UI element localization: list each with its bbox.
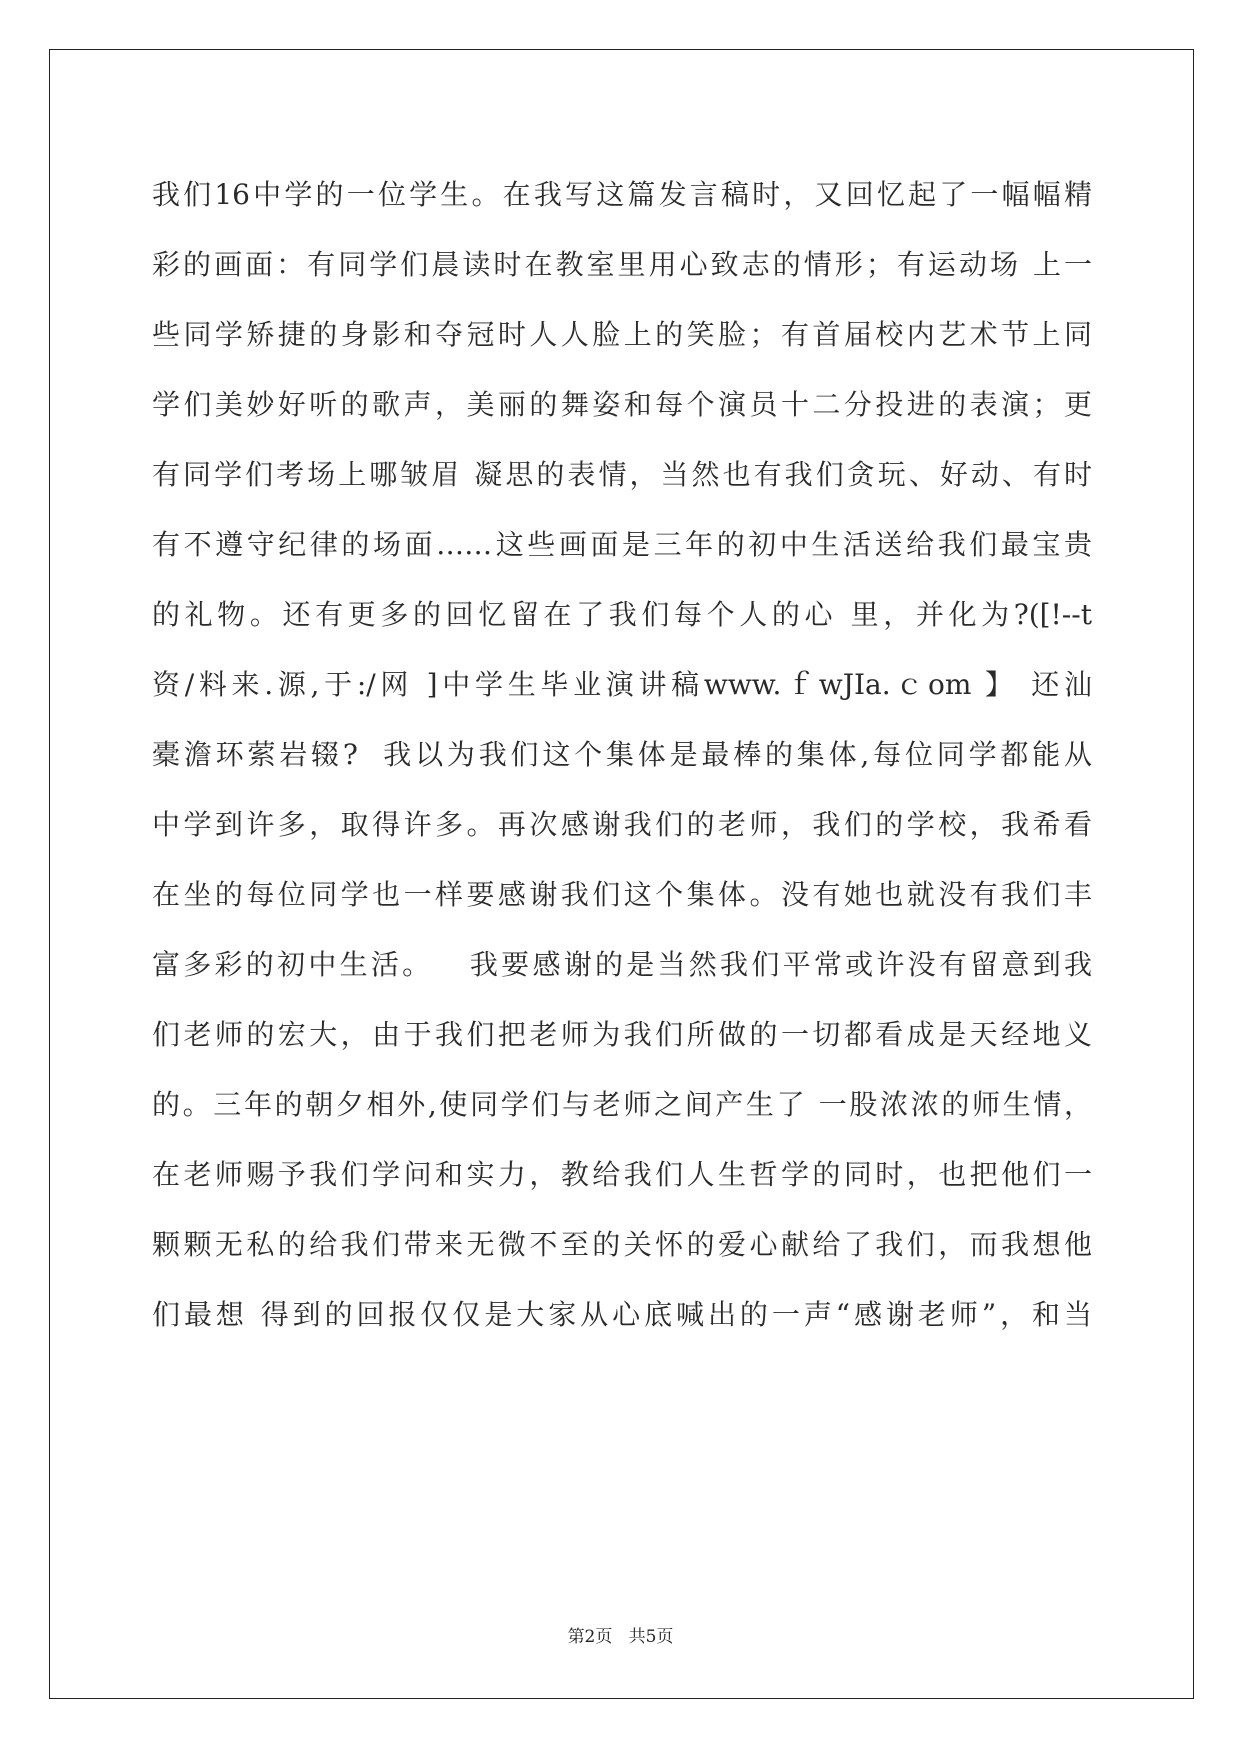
text-line-10: 中学到许多，取得许多。再次感谢我们的老师，我们的学校，我希看 — [152, 808, 1092, 841]
text-line-8: 资/料来.源,于:/网 ]中学生毕业演讲稿www.ｆwJIa.ｃom 】 还汕 — [152, 668, 1092, 701]
text-line-2: 彩的画面：有同学们晨读时在教室里用心致志的情形；有运动场 上一 — [152, 248, 1092, 281]
text-line-7: 的礼物。还有更多的回忆留在了我们每个人的心 里，并化为?([!--t — [152, 598, 1092, 631]
text-line-4: 学们美妙好听的歌声，美丽的舞姿和每个演员十二分投进的表演；更 — [152, 388, 1092, 421]
text-line-6: 有不遵守纪律的场面……这些画面是三年的初中生活送给我们最宝贵 — [152, 528, 1092, 561]
document-body — [152, 160, 1092, 1350]
text-line-5: 有同学们考场上哪皱眉 凝思的表情，当然也有我们贪玩、好动、有时 — [152, 458, 1092, 491]
text-line-9: 橐澹环萦岩辍? 我以为我们这个集体是最棒的集体,每位同学都能从 — [152, 738, 1092, 771]
text-line-12: 富多彩的初中生活。 我要感谢的是当然我们平常或许没有留意到我 — [152, 948, 1092, 981]
text-line-1: 我们16中学的一位学生。在我写这篇发言稿时，又回忆起了一幅幅精 — [152, 178, 1092, 211]
text-line-16: 颗颗无私的给我们带来无微不至的关怀的爱心献给了我们，而我想他 — [152, 1228, 1092, 1261]
page-footer — [0, 1622, 1241, 1647]
text-line-13: 们老师的宏大，由于我们把老师为我们所做的一切都看成是天经地义 — [152, 1018, 1092, 1051]
text-line-14: 的。三年的朝夕相外,使同学们与老师之间产生了 一股浓浓的师生情， — [152, 1088, 1092, 1121]
page-number: 第2页 — [567, 1627, 613, 1647]
text-line-3: 些同学矫捷的身影和夺冠时人人脸上的笑脸；有首届校内艺术节上同 — [152, 318, 1092, 351]
page-total: 共5页 — [628, 1627, 674, 1647]
text-line-17: 们最想 得到的回报仅仅是大家从心底喊出的一声“感谢老师”，和当 — [152, 1298, 1092, 1331]
text-line-15: 在老师赐予我们学问和实力，教给我们人生哲学的同时，也把他们一 — [152, 1158, 1092, 1191]
text-line-11: 在坐的每位同学也一样要感谢我们这个集体。没有她也就没有我们丰 — [152, 878, 1092, 911]
